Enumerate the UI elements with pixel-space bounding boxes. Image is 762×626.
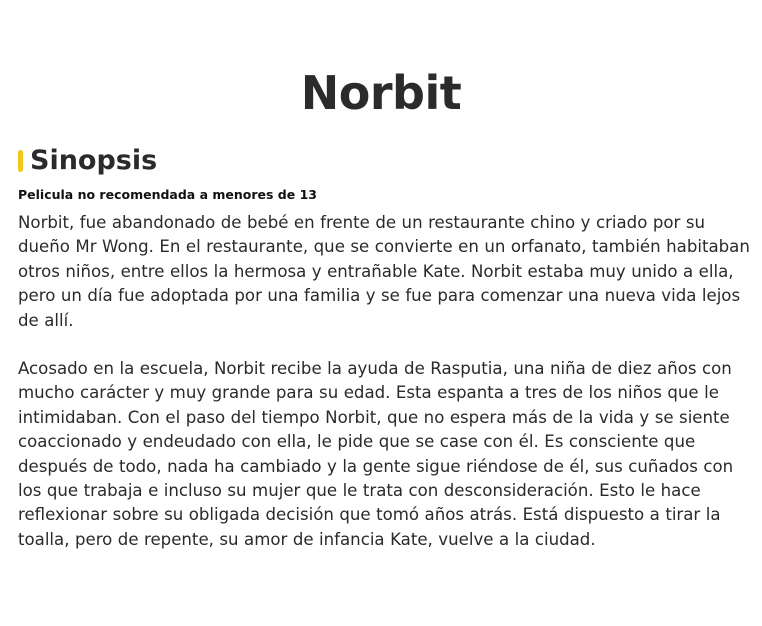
page-title: Norbit (300, 65, 462, 120)
synopsis-heading (18, 142, 758, 180)
synopsis-section (18, 142, 758, 552)
synopsis-paragraph-2: Acosado en la escuela, Norbit recibe la ayuda de Rasputia, una niña de diez años con mucho carácter y muy grande para su edad. Esta espanta a tres de los niños que le intimidaban. Con el paso del tiempo Norbit, que no espera más de la vida y se siente coaccionado y endeudado con ella, le pide que se case con él. Es consciente que después de todo, nada ha cambiado y la gente sigue riéndose de él, sus cuñados con los que trabaja e incluso su mujer que le trata con desconsideración. Esto le hace reflexionar sobre su obligada decisión que tomó años atrás. Está dispuesto a tirar la toalla, pero de repente, su amor de infancia Kate, vuelve a la ciudad. (18, 359, 734, 549)
synopsis-paragraph-1: Norbit, fue abandonado de bebé en frente de un restaurante chino y criado por su dueño Mr Wong. En el restaurante, que se convierte en un orfanato, también habitaban otros niños, entre ellos la hermosa y entrañable Kate. Norbit estaba muy unido a ella, pero un día fue adoptada por una familia y se fue para comenzar una nueva vida lejos de allí. (18, 213, 750, 330)
accent-bar (18, 150, 23, 172)
age-rating-note: Pelicula no recomendada a menores de 13 (18, 187, 317, 202)
synopsis-title: Sinopsis (30, 145, 158, 176)
